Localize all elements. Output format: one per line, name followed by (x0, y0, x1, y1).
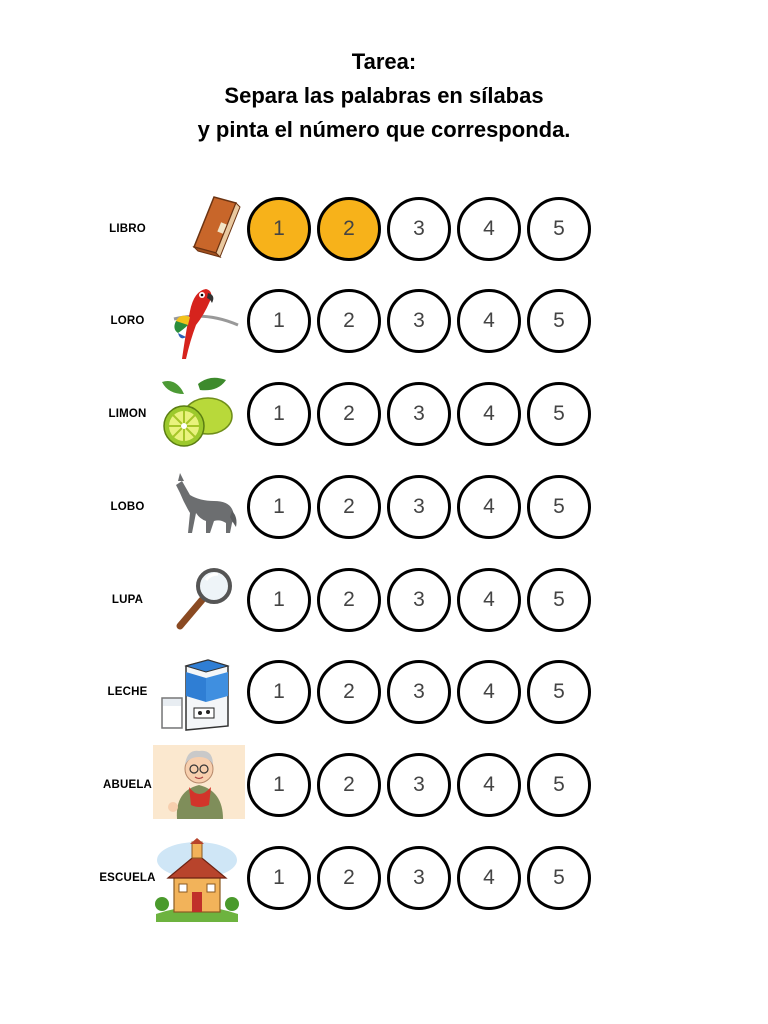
syllable-count-3[interactable]: 3 (387, 289, 451, 353)
syllable-count-5[interactable]: 5 (527, 660, 591, 724)
syllable-options (247, 475, 591, 539)
magnifier-icon (172, 560, 236, 640)
syllable-count-5[interactable]: 5 (527, 568, 591, 632)
exercise-row-abuela (0, 745, 768, 825)
milk-carton-icon (158, 652, 234, 732)
syllable-count-5[interactable]: 5 (527, 475, 591, 539)
syllable-count-3[interactable]: 3 (387, 197, 451, 261)
exercise-row-escuela (0, 838, 768, 918)
grandmother-icon (153, 745, 245, 825)
exercise-row-libro (0, 189, 768, 269)
title-line-2: Separa las palabras en sílabas (224, 83, 544, 108)
syllable-count-4[interactable]: 4 (457, 660, 521, 724)
syllable-count-4[interactable]: 4 (457, 289, 521, 353)
syllable-count-4[interactable]: 4 (457, 846, 521, 910)
school-icon (154, 838, 240, 918)
exercise-row-lobo (0, 467, 768, 547)
syllable-count-2[interactable]: 2 (317, 289, 381, 353)
syllable-count-2[interactable]: 2 (317, 382, 381, 446)
syllable-count-2[interactable]: 2 (317, 475, 381, 539)
syllable-options (247, 846, 591, 910)
syllable-count-1[interactable]: 1 (247, 289, 311, 353)
syllable-count-4[interactable]: 4 (457, 568, 521, 632)
syllable-options (247, 568, 591, 632)
syllable-count-3[interactable]: 3 (387, 568, 451, 632)
syllable-count-3[interactable]: 3 (387, 382, 451, 446)
syllable-count-2[interactable]: 2 (317, 846, 381, 910)
syllable-count-2[interactable]: 2 (317, 197, 381, 261)
exercise-row-leche (0, 652, 768, 732)
syllable-count-2[interactable]: 2 (317, 660, 381, 724)
parrot-icon (170, 281, 242, 361)
syllable-options (247, 660, 591, 724)
syllable-count-2[interactable]: 2 (317, 568, 381, 632)
syllable-count-5[interactable]: 5 (527, 197, 591, 261)
syllable-count-3[interactable]: 3 (387, 846, 451, 910)
exercise-row-lupa (0, 560, 768, 640)
syllable-count-1[interactable]: 1 (247, 382, 311, 446)
syllable-count-5[interactable]: 5 (527, 846, 591, 910)
syllable-options (247, 197, 591, 261)
title-line-1: Tarea: (351, 49, 417, 74)
syllable-count-3[interactable]: 3 (387, 753, 451, 817)
syllable-count-1[interactable]: 1 (247, 197, 311, 261)
word-label: LORO (110, 315, 145, 327)
syllable-count-1[interactable]: 1 (247, 568, 311, 632)
syllable-count-5[interactable]: 5 (527, 753, 591, 817)
title-line-3: y pinta el número que corresponda. (197, 117, 571, 142)
word-label: LIMON (108, 408, 147, 420)
word-label: LUPA (111, 594, 144, 606)
syllable-count-1[interactable]: 1 (247, 753, 311, 817)
syllable-options (247, 382, 591, 446)
syllable-options (247, 289, 591, 353)
exercise-row-loro (0, 281, 768, 361)
syllable-count-1[interactable]: 1 (247, 475, 311, 539)
syllable-count-4[interactable]: 4 (457, 753, 521, 817)
word-label: LIBRO (109, 223, 146, 235)
worksheet-title (0, 45, 768, 147)
exercise-row-limon (0, 374, 768, 454)
wolf-icon (170, 467, 240, 547)
word-label: LECHE (107, 686, 148, 698)
syllable-count-5[interactable]: 5 (527, 382, 591, 446)
syllable-count-2[interactable]: 2 (317, 753, 381, 817)
syllable-count-3[interactable]: 3 (387, 475, 451, 539)
syllable-count-5[interactable]: 5 (527, 289, 591, 353)
syllable-options (247, 753, 591, 817)
lemon-icon (158, 374, 234, 454)
word-label: ESCUELA (99, 872, 156, 884)
word-label: LOBO (110, 501, 145, 513)
syllable-count-4[interactable]: 4 (457, 382, 521, 446)
syllable-count-1[interactable]: 1 (247, 660, 311, 724)
syllable-count-3[interactable]: 3 (387, 660, 451, 724)
syllable-count-1[interactable]: 1 (247, 846, 311, 910)
book-icon (186, 189, 246, 269)
syllable-count-4[interactable]: 4 (457, 197, 521, 261)
word-label: ABUELA (102, 779, 153, 791)
syllable-count-4[interactable]: 4 (457, 475, 521, 539)
